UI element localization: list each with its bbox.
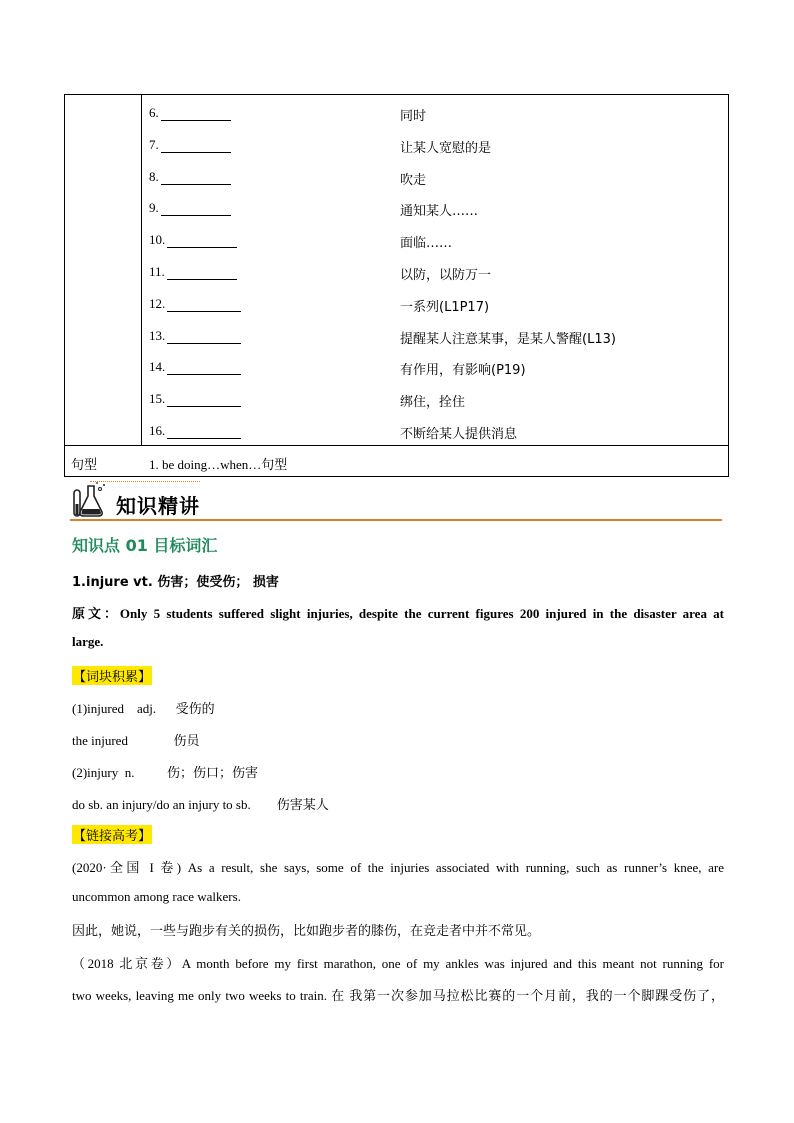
row-meaning: 不断给某人提供消息: [400, 427, 518, 442]
row-number: 8.: [149, 168, 159, 184]
vocab-table: [64, 94, 729, 477]
header-dotted-line: [90, 481, 200, 482]
vocab-table-row: [149, 129, 709, 159]
answer-blank: [167, 331, 241, 344]
row-meaning: 吹走: [400, 172, 427, 188]
row-number-wrap: [149, 359, 241, 375]
row-number-wrap: [149, 391, 241, 407]
vocab-item: (1)injured adj. 受伤的: [72, 701, 215, 716]
vocab-table-row: [149, 288, 709, 318]
answer-blank: [167, 299, 241, 312]
row-number-wrap: [149, 105, 231, 121]
vocab-table-row: [149, 161, 709, 191]
sentence-row-label: 句型: [71, 458, 98, 473]
table-row-divider: [65, 445, 728, 446]
row-number: 10.: [149, 232, 166, 248]
row-number: 12.: [149, 295, 166, 311]
vocab-item: (2)injury n. 伤；伤口；伤害: [72, 765, 258, 780]
vocab-table-row: [149, 97, 709, 127]
row-number-wrap: [149, 200, 231, 216]
row-meaning: 绑住，拴住: [400, 395, 466, 411]
vocab-table-row: [149, 224, 709, 254]
vocab-table-row: [149, 256, 709, 286]
vocab-item: the injured 伤员: [72, 733, 200, 748]
flask-icon: [70, 480, 110, 520]
section-header: [70, 480, 722, 522]
row-number: 6.: [149, 105, 159, 120]
table-left-column: [65, 95, 142, 445]
row-number-wrap: [149, 169, 231, 185]
row-number-wrap: [149, 232, 237, 248]
original-text-line-2: large.: [72, 634, 104, 649]
knowledge-point-title: 知识点 01 目标词汇: [72, 536, 218, 555]
row-number-wrap: [149, 264, 237, 280]
row-number-wrap: [149, 296, 241, 312]
vocab-table-row: [149, 320, 709, 350]
row-number: 7.: [149, 136, 159, 152]
answer-blank: [161, 108, 231, 121]
section-title: 知识精讲: [116, 494, 200, 518]
row-number: 9.: [149, 200, 159, 216]
row-meaning: 让某人宽慰的是: [400, 140, 492, 156]
sentence-row-text: 1. be doing…when…句型: [149, 457, 288, 472]
answer-blank: [161, 140, 231, 153]
vocab-table-row: [149, 351, 709, 381]
exam-example-line-2: uncommon among race walkers.: [72, 889, 241, 904]
exam2-example-line-1: （2018 北京卷）A month before my first marathon, one of my ankles was injured and this meant not running for: [72, 956, 724, 971]
row-number-wrap: [149, 423, 241, 439]
answer-blank: [167, 362, 241, 375]
row-meaning: 有作用，有影响(P19): [400, 363, 526, 379]
row-meaning: 同时: [400, 109, 427, 124]
answer-blank: [167, 267, 237, 280]
vocab-table-row: [149, 383, 709, 413]
answer-blank: [167, 235, 237, 248]
answer-blank: [161, 203, 231, 216]
word-headline: 1.injure vt. 伤害；使受伤； 损害: [72, 575, 279, 590]
row-number: 15.: [149, 391, 166, 407]
answer-blank: [167, 394, 241, 407]
exam-example-line-1: (2020·全国 I 卷) As a result, she says, some of the injuries associated with running, such as runner’s knee, are: [72, 860, 724, 875]
row-meaning: 一系列(L1P17): [400, 299, 490, 315]
row-number: 11.: [149, 264, 165, 279]
row-number: 13.: [149, 327, 166, 343]
vocab-accumulation-tag: 【词块积累】: [72, 666, 152, 685]
exam-example-translation: 因此，她说，一些与跑步有关的损伤，比如跑步者的膝伤，在竞走者中并不常见。: [72, 924, 541, 939]
header-underline: [70, 519, 722, 521]
row-number: 16.: [149, 423, 166, 438]
exam2-example-line-2: two weeks, leaving me only two weeks to train. 在 我第一次参加马拉松比赛的一个月前，我的一个脚踝受伤了，: [72, 988, 724, 1003]
row-meaning: 提醒某人注意某事，是某人警醒(L13): [400, 331, 616, 347]
vocab-item: do sb. an injury/do an injury to sb. 伤害某人: [72, 797, 329, 812]
original-text-line-1: 原文：Only 5 students suffered slight injuries, despite the current figures 200 injured in the disaster area at: [72, 606, 724, 621]
row-number-wrap: [149, 137, 231, 153]
answer-blank: [167, 426, 241, 439]
row-number-wrap: [149, 328, 241, 344]
vocab-table-row: [149, 415, 709, 445]
vocab-table-row: [149, 192, 709, 222]
row-meaning: 以防，以防万一: [400, 268, 492, 283]
answer-blank: [161, 172, 231, 185]
row-meaning: 通知某人……: [400, 204, 479, 220]
row-number: 14.: [149, 359, 166, 375]
exam-link-tag: 【链接高考】: [72, 825, 152, 844]
row-meaning: 面临……: [400, 236, 453, 252]
